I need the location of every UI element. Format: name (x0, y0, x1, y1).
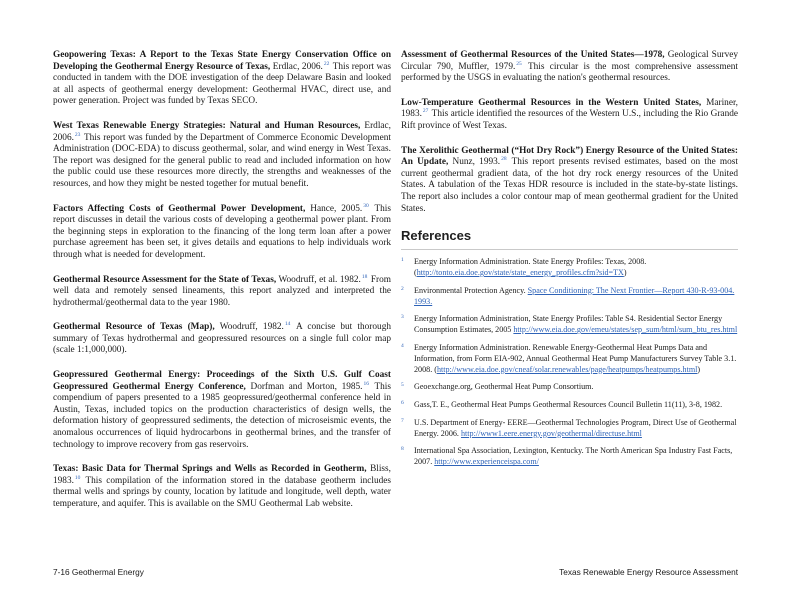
footnote-marker[interactable]: 28 (501, 156, 507, 163)
reference-text: Gass,T. E., Geothermal Heat Pumps Geothermal Resources Council Bulletin 11(11), 3-8, 1982. (414, 400, 723, 410)
entry-title: Factors Affecting Costs of Geothermal Power Development, (53, 203, 306, 214)
footnote-marker[interactable]: 30 (363, 202, 369, 209)
annotation-entry (53, 121, 391, 191)
reference-text: Energy Information Administration. Renewable Energy-Geothermal Heat Pumps Data and Information, from Form EIA-902, Annual Geothermal Heat Pump Manufacturers Survey Table 3.1. 2008. ( (414, 342, 737, 374)
annotation-entry (53, 50, 391, 108)
entry-title: Geopressured Geothermal Energy: Proceedings of the Sixth U.S. Gulf Coast Geopressured Geothermal Energy Conference, (53, 370, 391, 392)
entry-description: This report discusses in detail the various costs of developing a geothermal power plant. From the beginning steps in exploration to the financing of the long term loan after a power purchase agreement has been set, it gives details and equations to help individuals work through what is needed for development. (53, 203, 392, 260)
annotation-entry (53, 275, 391, 310)
footnote-marker[interactable]: 25 (516, 60, 522, 67)
footnote-marker[interactable]: 14 (284, 321, 291, 328)
annotation-entry (401, 98, 738, 133)
entry-author: Woodruff, 1982. (214, 322, 284, 333)
reference-text: Geoexchange.org, Geothermal Heat Pump Consortium. (414, 382, 594, 392)
reference-item (401, 314, 738, 336)
footnote-marker[interactable]: 18 (361, 273, 368, 280)
reference-item (401, 418, 738, 440)
reference-link[interactable]: http://www1.eere.energy.gov/geothermal/directuse.html (460, 428, 642, 438)
entry-title: Geothermal Resource Assessment for the State of Texas, (53, 274, 277, 285)
reference-link[interactable]: http://tonto.eia.doe.gov/state/state_energy_profiles.cfm?sid=TX (416, 267, 624, 277)
entry-description: A concise but thorough summary of Texas hydrothermal and geopressured resources on a single full color map (scale 1:1,000,000). (53, 322, 391, 356)
footer-page-section: 7-16 Geothermal Energy (53, 567, 144, 577)
left-column (53, 50, 391, 524)
entry-description: This report presents revised estimates, based on the most current geothermal gradient data, of the hot dry rock energy resources of the United States. A tabulation of the Texas HDR resource is included in the state-by-state listings. The report also includes a color contour map of mean geothermal gradient for the United States. (401, 157, 738, 214)
reference-number: 2 (401, 285, 404, 292)
reference-text: International Spa Association, Lexington, Kentucky. The North American Spa Industry Fast Facts, 2007. (414, 446, 733, 467)
annotation-entry (53, 370, 391, 451)
reference-text: Energy Information Administration, State Energy Profiles: Table S4. Residential Sector Energy Consumption Estimates, 2005 (414, 314, 723, 335)
reference-number: 8 (401, 446, 404, 453)
reference-text-end: ) (623, 267, 627, 277)
reference-item (401, 286, 738, 308)
entry-description: This compilation of the information stored in the database geotherm includes thermal wells and springs by county, location by latitude and longitude, well depth, water temperature, and aquifer. This is available on the SMU Geothermal Lab website. (53, 475, 391, 509)
footnote-marker[interactable]: 10 (74, 474, 81, 481)
references-list (401, 257, 738, 468)
reference-number: 1 (401, 257, 404, 264)
entry-description: This report was conducted in tandem with the DOE investigation of the deep Delaware Basin and looked at all aspects of geothermal energy development: Geothermal HVAC, direct use, and power generation. Project was funded by Texas SECO. (53, 61, 391, 107)
entry-author: Bliss, 1983. (53, 464, 391, 486)
entry-description: This circular is the most comprehensive assessment performed by the USGS in evaluating the nation's geothermal resources. (401, 61, 738, 84)
entry-title: Low-Temperature Geothermal Resources in the Western United States, (401, 97, 702, 108)
entry-title: Assessment of Geothermal Resources of the United States—1978, (401, 50, 665, 60)
annotation-entry (401, 146, 738, 216)
entry-description: This compendium of papers presented to a 1985 geopressured/geothermal conference held in Austin, Texas, included topics on the production characteristics of design wells, the deformation history of geopressured sediments, the detection of microseismic events, the anomalous occurrences of liquid hydrocarbons in geothermal brines, and the transfer of technology to improve recovery from gas reservoirs. (53, 381, 391, 450)
page-footer (53, 567, 738, 579)
footnote-marker[interactable]: 27 (422, 108, 429, 115)
reference-link[interactable]: http://www.experienceispa.com/ (434, 457, 539, 467)
reference-text-end: ) (697, 364, 701, 374)
entry-description: From well data and remotely sensed lineaments, this report analyzed and interpreted the hydrothermal/geothermal data to the year 1980. (53, 274, 391, 308)
annotation-entry (53, 322, 391, 357)
entry-title: Geopowering Texas: A Report to the Texas State Energy Conservation Office on Developing the Geothermal Energy Resource of Texas, (53, 50, 391, 72)
reference-item (401, 382, 738, 393)
entry-author: Hance, 2005. (305, 203, 363, 214)
annotation-entry (401, 50, 738, 85)
reference-number: 4 (401, 342, 404, 349)
entry-author: Mariner, 1983. (401, 97, 738, 120)
reference-text: Environmental Protection Agency. (414, 285, 528, 295)
annotation-entry (53, 204, 391, 262)
reference-item (401, 343, 738, 375)
footnote-marker[interactable]: 22 (323, 60, 330, 67)
entry-author: Geological Survey Circular 790, Muffler, 1979. (401, 50, 738, 72)
reference-number: 3 (401, 314, 404, 321)
reference-number: 5 (401, 382, 404, 389)
reference-item (401, 257, 738, 279)
entry-author: Dorfman and Morton, 1985. (245, 381, 363, 392)
entry-description: This article identified the resources of the Western U.S., including the Rio Grande Rift province of West Texas. (401, 109, 738, 131)
footer-report-title: Texas Renewable Energy Resource Assessment (559, 567, 738, 577)
reference-number: 7 (401, 417, 404, 424)
reference-link[interactable]: http://www.eia.doe.gov/cneaf/solar.renewables/page/heatpumps/heatpumps.html (436, 364, 698, 374)
entry-title: Geothermal Resource of Texas (Map), (53, 322, 215, 333)
footnote-marker[interactable]: 16 (363, 380, 369, 387)
footnote-marker[interactable]: 23 (74, 131, 81, 138)
right-column (401, 50, 738, 468)
entry-author: Nunz, 1993. (448, 157, 501, 168)
entry-author: Erdlac, 2006. (53, 120, 391, 143)
entry-description: This report was funded by the Department of Commerce Economic Development Administration (DOC-EDA) to discuss geothermal, solar, and wind energy in West Texas. The report was designed for the general public to read and included information on how the public could use these resources more directly, the strengths and weaknesses of the resources, and how they might be nested together for mutual benefit. (53, 132, 391, 189)
reference-link[interactable]: Space Conditioning: The Next Frontier—Report 430-R-93-004. 1993. (414, 285, 735, 306)
references-heading: References (401, 228, 738, 250)
reference-item (401, 446, 738, 468)
reference-item (401, 400, 738, 411)
entry-author: Woodruff, et al. 1982. (276, 274, 361, 285)
reference-link[interactable]: http://www.eia.doe.gov/emeu/states/sep_sum/html/sum_btu_res.html (513, 325, 738, 335)
entry-title: West Texas Renewable Energy Strategies: Natural and Human Resources, (53, 120, 361, 131)
entry-title: The Xerolithic Geothermal (“Hot Dry Rock”) Energy Resource of the United States: An Update, (401, 145, 738, 168)
reference-number: 6 (401, 400, 404, 407)
reference-text: U.S. Department of Energy- EERE—Geothermal Technologies Program, Direct Use of Geothermal Energy. 2006. (414, 417, 737, 438)
entry-author: Erdlac, 2006. (270, 61, 323, 72)
entry-title: Texas: Basic Data for Thermal Springs and Wells as Recorded in Geotherm, (53, 464, 367, 475)
annotation-entry (53, 464, 391, 510)
reference-text: Energy Information Administration. State Energy Profiles: Texas, 2008. ( (414, 257, 647, 277)
